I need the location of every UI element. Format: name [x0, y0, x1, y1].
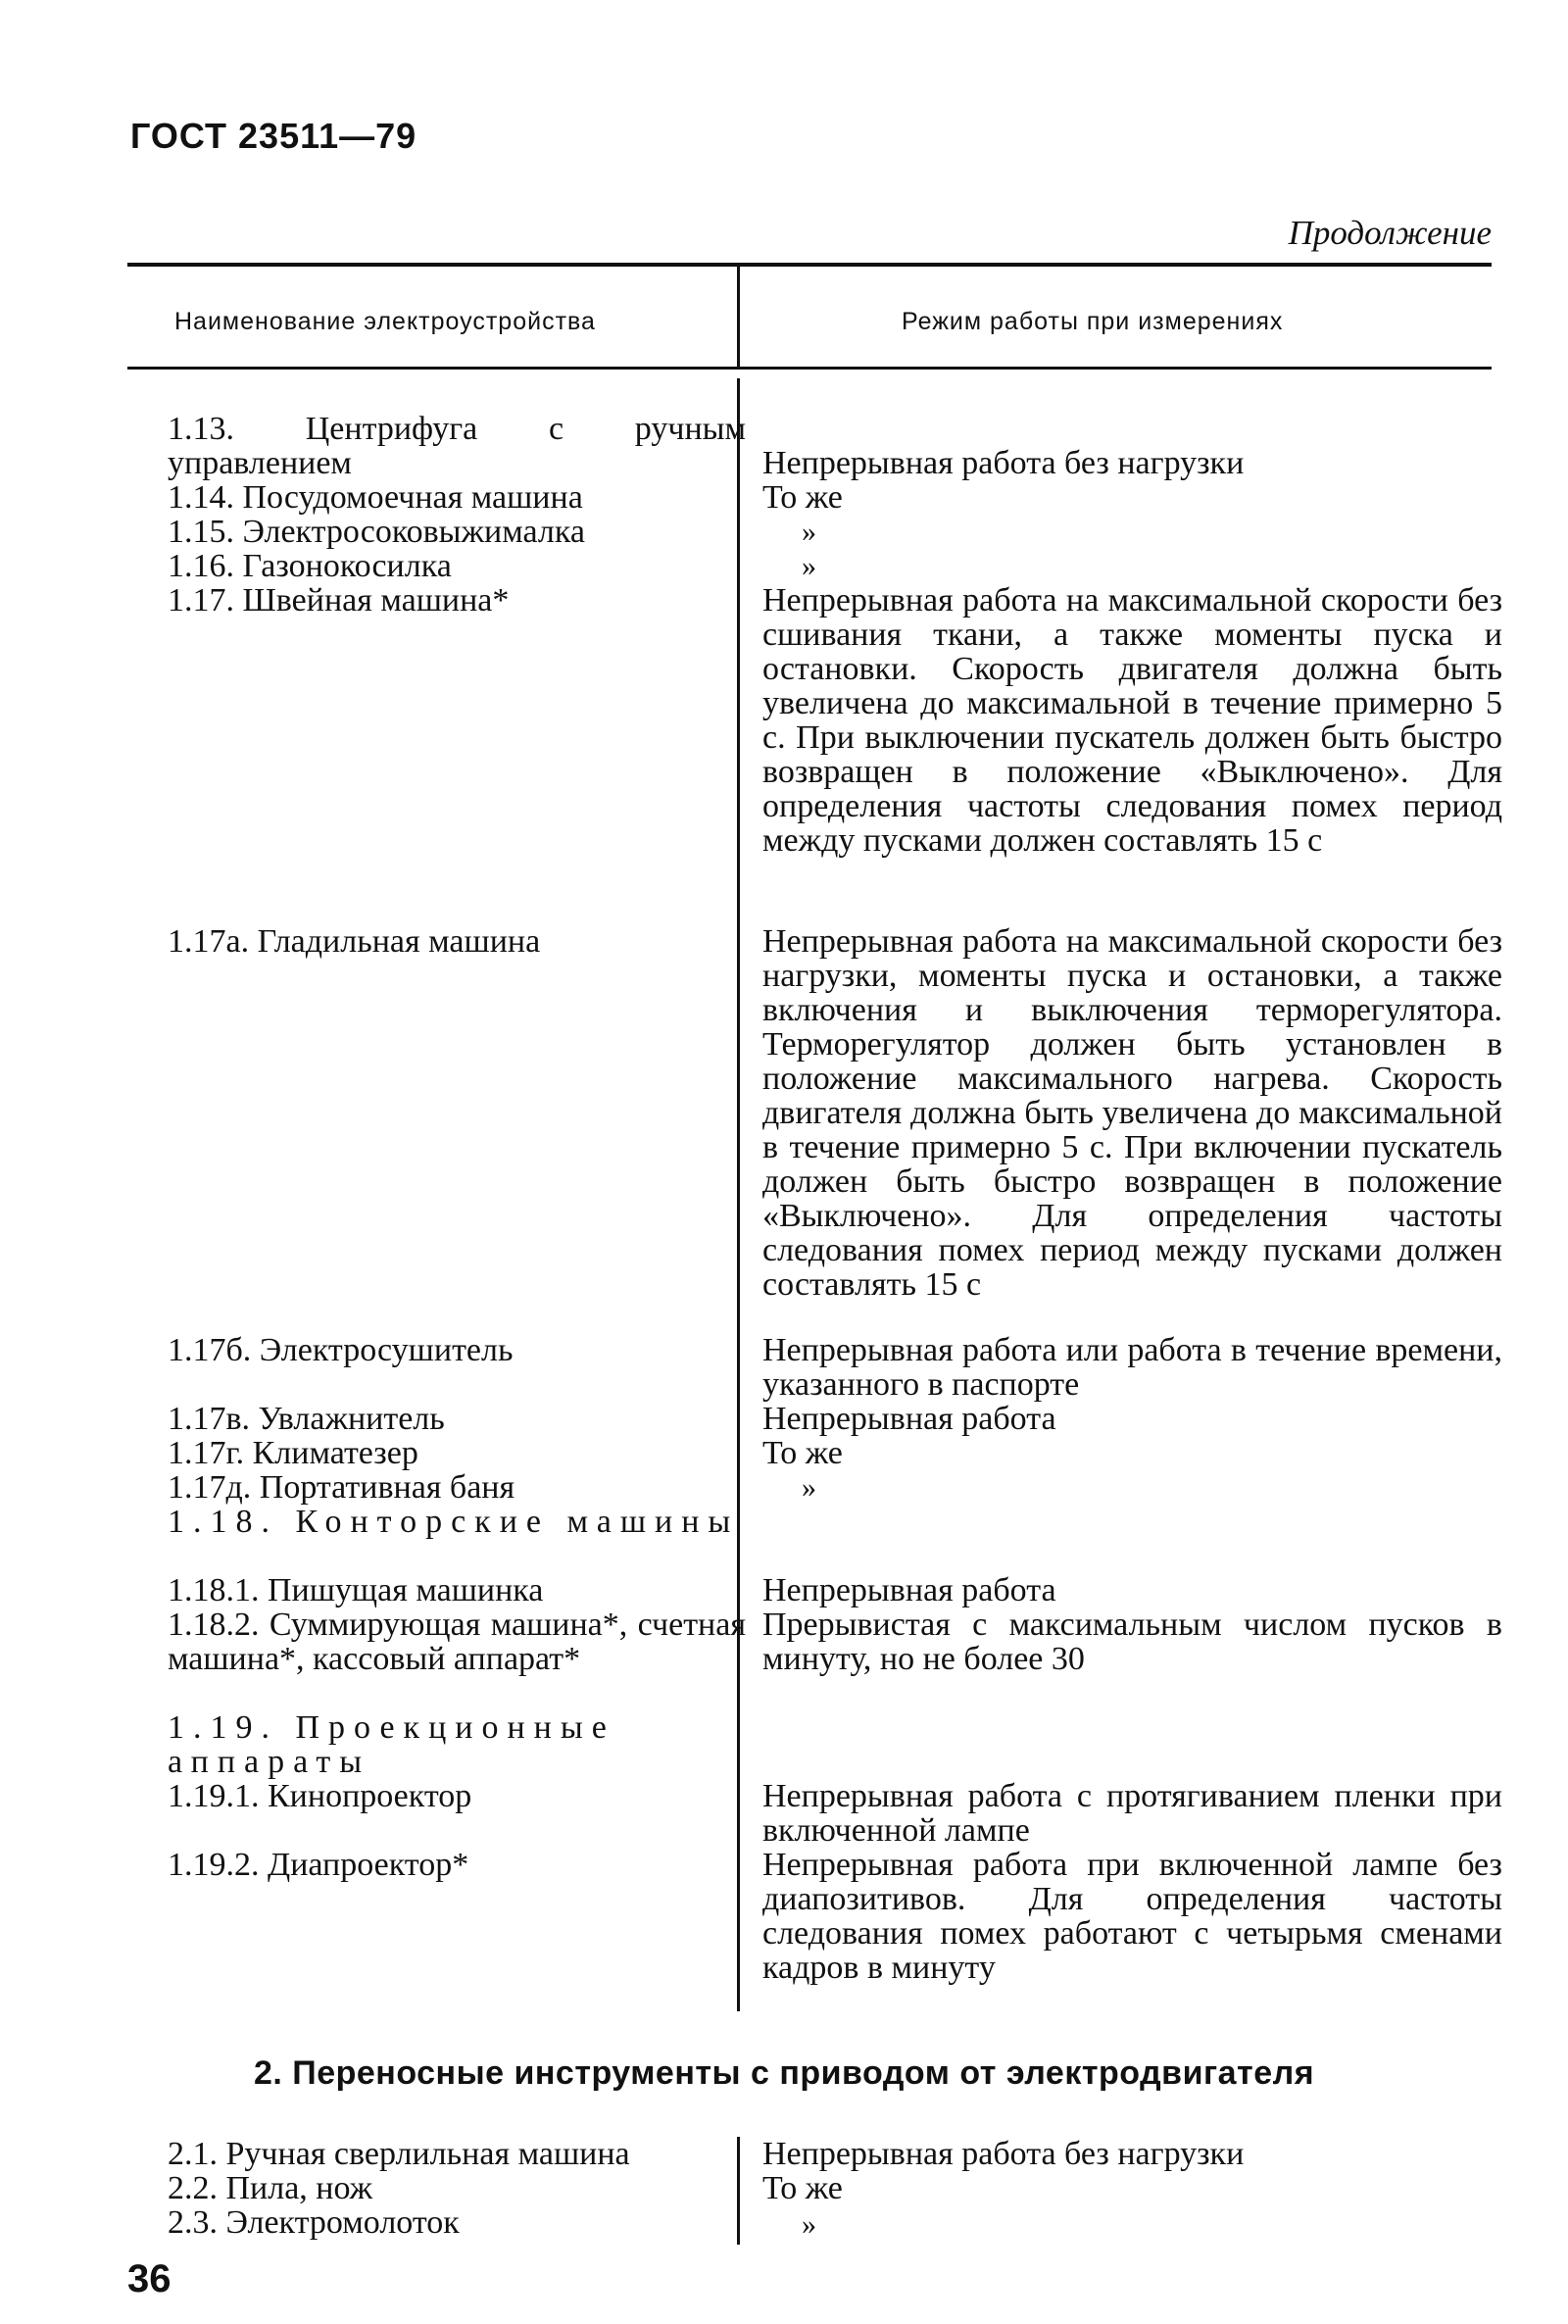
column-header-device: Наименование электроустройства [174, 308, 596, 335]
row-mode-1-17a: Непрерывная работа на максимальной скорости без нагрузки, моменты пуска и остановки, а также включения и выключения терморегулятора. Терморегулятор должен быть установлен в положение максимального нагрева. Скорость двигателя должна быть увеличена до максимальной в течение примерно 5 с. При включении пускатель должен быть быстро возвращен в положение «Выключено». Для определения частоты следования помех период между пусками должен составлять 15 с [762, 923, 1502, 1303]
row-mode-1-13: Непрерывная работа без нагрузки [762, 445, 1245, 481]
row-name-1-17g: 1.17г. Климатезер [168, 1435, 418, 1471]
table-header-divider [737, 267, 740, 367]
row-mode-1-18-1: Непрерывная работа [762, 1572, 1056, 1608]
row-name-2-2: 2.2. Пила, нож [168, 2170, 373, 2206]
page-number: 36 [127, 2257, 172, 2300]
row-mode-1-14: То же [762, 479, 843, 516]
row-name-2-1: 2.1. Ручная сверлильная машина [168, 2136, 630, 2172]
section-2-title: 2. Переносные инструменты с приводом от электродвигателя [253, 2054, 1315, 2092]
row-mode-1-15: » [802, 516, 816, 548]
row-mode-2-3: » [802, 2208, 816, 2241]
row-name-1-17v: 1.17в. Увлажнитель [168, 1401, 445, 1437]
column-header-mode: Режим работы при измерениях [902, 308, 1284, 335]
row-name-1-15: 1.15. Электросоковыжималка [168, 514, 585, 550]
row-name-1-13: 1.13. Центрифуга с ручным управлением [168, 411, 746, 481]
row-name-1-17d: 1.17д. Портативная баня [168, 1469, 515, 1506]
row-name-1-17a: 1.17а. Гладильная машина [168, 923, 541, 960]
row-name-1-17b: 1.17б. Электросушитель [168, 1332, 514, 1368]
row-name-1-18: 1.18. Конторские машины [168, 1504, 740, 1540]
row-name-1-16: 1.16. Газонокосилка [168, 548, 452, 584]
row-mode-1-18-2: Прерывистая с максимальным числом пусков в минуту, но не более 30 [762, 1607, 1502, 1677]
row-name-1-19: 1.19. Проекционные аппараты [168, 1709, 615, 1780]
row-name-1-18-2: 1.18.2. Суммирующая машина*, счетная машина*, кассовый аппарат* [168, 1607, 746, 1677]
continuation-label: Продолжение [1288, 214, 1492, 252]
row-mode-1-17g: То же [762, 1435, 843, 1471]
row-mode-2-2: То же [762, 2170, 843, 2206]
standard-designation: ГОСТ 23511—79 [130, 116, 417, 156]
row-name-1-19-2: 1.19.2. Диапроектор* [168, 1847, 469, 1883]
row-mode-1-19-1: Непрерывная работа с протягиванием пленки при включенной лампе [762, 1778, 1502, 1849]
row-mode-1-17: Непрерывная работа на максимальной скорости без сшивания ткани, а также моменты пуска и остановки. Скорость двигателя должна быть увеличена до максимальной в течение примерно 5 с. При выключении пускатель должен быть быстро возвращен в положение «Выключено». Для определения частоты следования помех период между пусками должен составлять 15 с [762, 582, 1502, 859]
row-name-1-17: 1.17. Швейная машина* [168, 582, 510, 618]
row-name-2-3: 2.3. Электромолоток [168, 2204, 460, 2241]
row-mode-1-17b: Непрерывная работа или работа в течение времени, указанного в паспорте [762, 1332, 1502, 1403]
row-name-1-14: 1.14. Посудомоечная машина [168, 479, 583, 516]
row-mode-2-1: Непрерывная работа без нагрузки [762, 2136, 1245, 2172]
table-top-rule [127, 263, 1492, 267]
row-name-1-19-1: 1.19.1. Кинопроектор [168, 1778, 472, 1814]
row-mode-1-19-2: Непрерывная работа при включенной лампе без диапозитивов. Для определения частоты следования помех работают с четырьмя сменами кадров в минуту [762, 1847, 1502, 1986]
row-mode-1-17v: Непрерывная работа [762, 1401, 1056, 1437]
row-mode-1-16: » [802, 550, 816, 582]
row-name-1-18-1: 1.18.1. Пишущая машинка [168, 1572, 544, 1608]
table-header-rule [127, 367, 1492, 370]
row-mode-1-17d: » [802, 1471, 816, 1504]
